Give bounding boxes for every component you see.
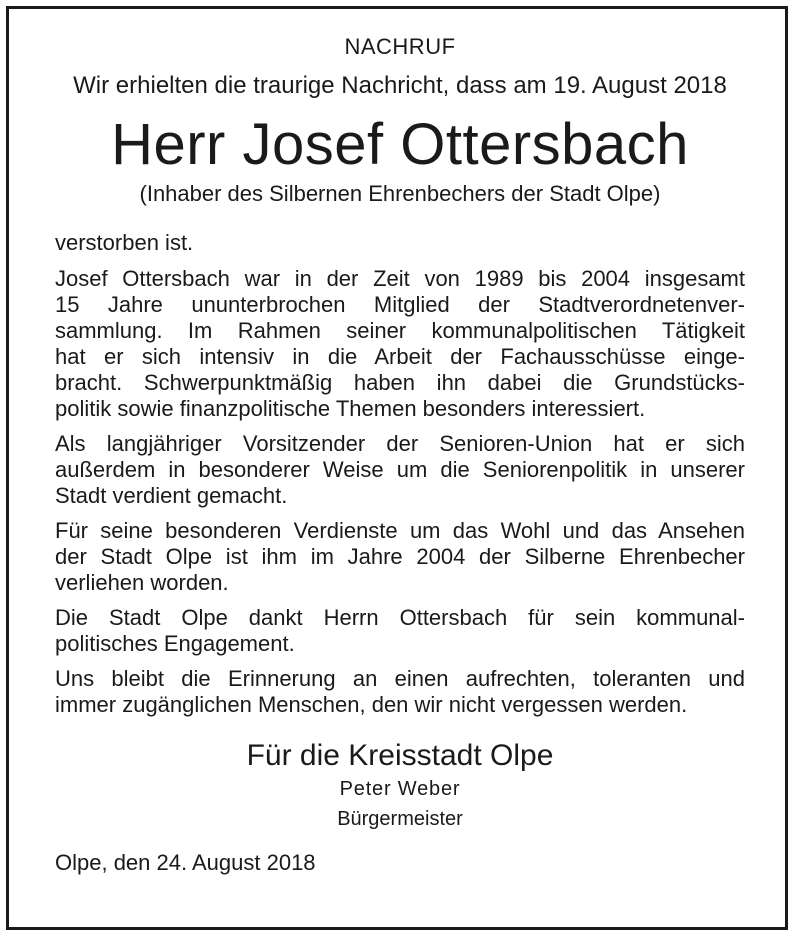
text-line: Josef Ottersbach war in der Zeit von 1989 bis 2004 insgesamt	[55, 266, 745, 291]
text-line: 15 Jahre ununterbrochen Mitglied der Stadtverordnetenver-	[55, 292, 745, 317]
intro-text: Wir erhielten die traurige Nachricht, dass am 19. August 2018	[73, 72, 727, 99]
deceased-name: Herr Josef Ottersbach	[111, 112, 689, 177]
text-line: außerdem in besonderer Weise um die Seniorenpolitik in unserer	[55, 457, 745, 482]
notice-heading: NACHRUF	[344, 34, 456, 59]
text-line: verliehen worden.	[55, 570, 229, 595]
text-line: hat er sich intensiv in die Arbeit der Fachausschüsse einge-	[55, 344, 745, 369]
paragraph-memory	[55, 666, 745, 718]
paragraph-senior-union	[55, 431, 745, 509]
text-line: sammlung. Im Rahmen seiner kommunalpolitischen Tätigkeit	[55, 318, 745, 343]
honor-subtitle: (Inhaber des Silbernen Ehrenbechers der Stadt Olpe)	[139, 181, 661, 206]
text-line: immer zugänglichen Menschen, den wir nicht vergessen werden.	[55, 692, 688, 717]
text-line: Als langjähriger Vorsitzender der Senioren-Union hat er sich	[55, 431, 745, 456]
text-line: Uns bleibt die Erinnerung an einen aufrechten, toleranten und	[55, 666, 745, 691]
text-line: Stadt verdient gemacht.	[55, 483, 288, 508]
signoff: Für die Kreisstadt Olpe	[246, 739, 554, 772]
text-line: Die Stadt Olpe dankt Herrn Ottersbach für sein kommunal-	[55, 605, 745, 630]
text-line: politik sowie finanzpolitische Themen besonders interessiert.	[55, 396, 646, 421]
signer-name: Peter Weber	[339, 778, 461, 800]
dateline: Olpe, den 24. August 2018	[55, 850, 316, 875]
paragraph-career	[55, 266, 745, 422]
text-line: Für seine besonderen Verdienste um das Wohl und das Ansehen	[55, 518, 745, 543]
text-line: der Stadt Olpe ist ihm im Jahre 2004 der Silberne Ehrenbecher	[55, 544, 745, 569]
paragraph-honor	[55, 518, 745, 596]
died-text: verstorben ist.	[55, 230, 194, 255]
signer-role: Bürgermeister	[337, 808, 463, 830]
paragraph-thanks	[55, 605, 745, 657]
text-line: bracht. Schwerpunktmäßig haben ihn dabei die Grundstücks-	[55, 370, 745, 395]
obituary-notice	[55, 34, 745, 876]
text-line: politisches Engagement.	[55, 631, 295, 656]
